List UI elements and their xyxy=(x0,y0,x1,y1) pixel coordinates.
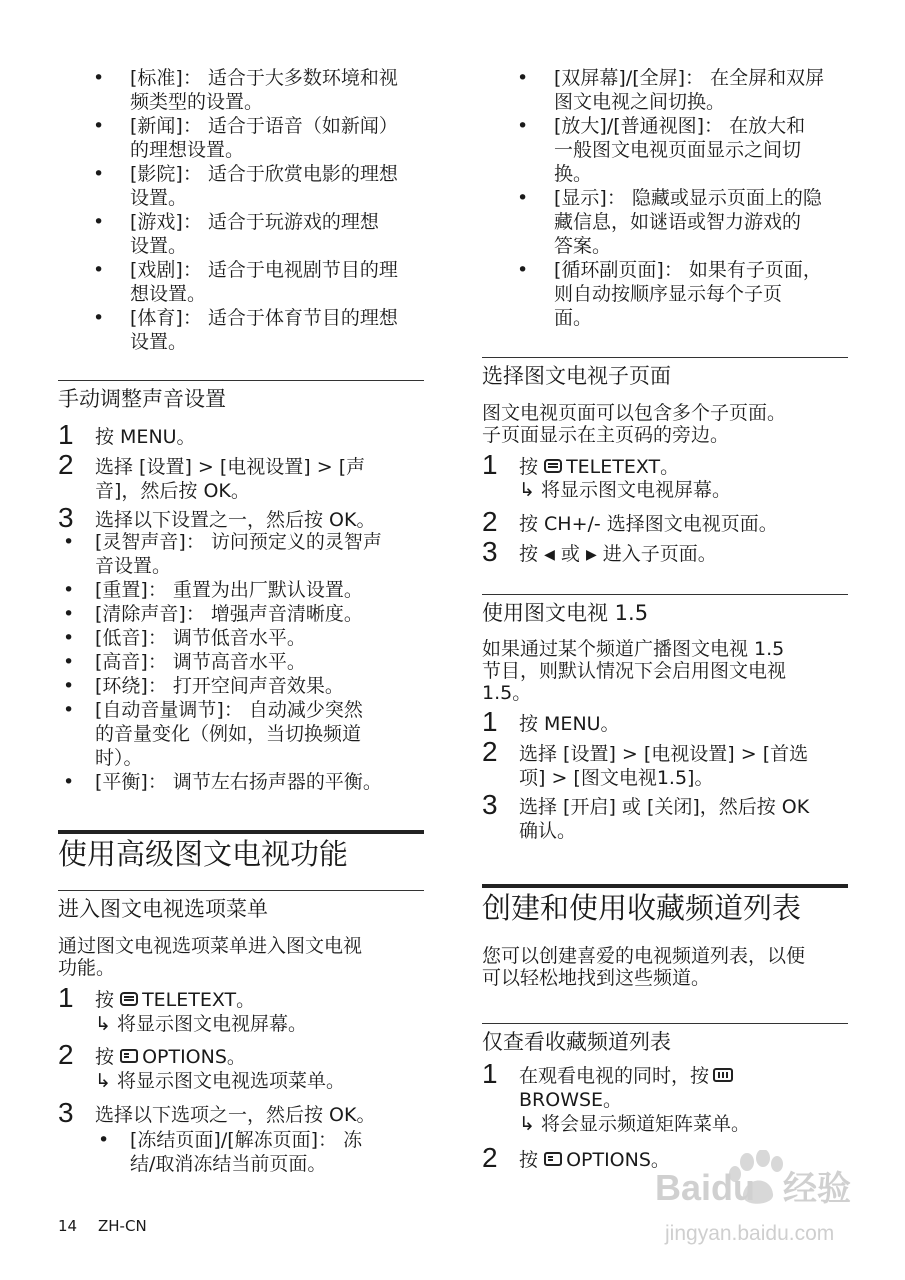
teletext-bullet-0: • [双屏幕]/[全屏]： 在全屏和双屏 图文电视之间切换。 xyxy=(517,67,825,113)
preset-bullet-2: • [影院]： 适合于欣赏电影的理想 设置。 xyxy=(93,163,398,209)
teletext-options-heading: 进入图文电视选项菜单 xyxy=(58,890,424,923)
teletext-options-intro: 通过图文电视选项菜单进入图文电视 功能。 xyxy=(58,935,363,979)
subpage-step-1-result: ↳ 将显示图文电视屏幕。 xyxy=(519,479,731,501)
watermark-brand-cn: 经验 xyxy=(783,1169,851,1209)
freeze-page-bullet: • [冻结页面]/[解冻页面]： 冻 结/取消冻结当前页面。 xyxy=(98,1129,363,1175)
preset-bullet-4: • [戏剧]： 适合于电视剧节目的理 想设置。 xyxy=(93,259,398,305)
result-arrow-icon: ↳ xyxy=(519,1113,535,1135)
options-step-1-result: ↳ 将显示图文电视屏幕。 xyxy=(95,1013,307,1035)
teletext-bullet-1: • [放大]/[普通视图]： 在放大和 一般图文电视页面显示之间切 换。 xyxy=(517,115,806,185)
sound-settings-heading: 手动调整声音设置 xyxy=(58,380,424,413)
advanced-teletext-heading: 使用高级图文电视功能 xyxy=(58,830,424,872)
options-icon xyxy=(120,1049,138,1063)
baidu-watermark xyxy=(655,1150,895,1270)
sound-bullet-1: • [重置]： 重置为出厂默认设置。 xyxy=(63,579,363,601)
favourite-only-heading: 仅查看收藏频道列表 xyxy=(482,1023,848,1056)
sound-bullet-2: • [清除声音]： 增强声音清晰度。 xyxy=(63,603,363,625)
preset-bullet-1: • [新闻]： 适合于语音（如新闻） 的理想设置。 xyxy=(93,115,398,161)
result-arrow-icon: ↳ xyxy=(519,479,535,501)
preset-bullet-0: • [标准]： 适合于大多数环境和视 频类型的设置。 xyxy=(93,67,398,113)
favourite-list-heading: 创建和使用收藏频道列表 xyxy=(482,884,848,926)
language-code: ZH-CN xyxy=(98,1217,147,1235)
page-number: 14 xyxy=(58,1217,78,1235)
result-arrow-icon: ↳ xyxy=(95,1013,111,1035)
sound-bullet-4: • [高音]： 调节高音水平。 xyxy=(63,651,306,673)
result-arrow-icon: ↳ xyxy=(95,1070,111,1092)
left-arrow-icon: ◀ xyxy=(544,547,555,563)
sound-bullet-6: • [自动音量调节]： 自动减少突然 的音量变化（例如，当切换频道 时）。 xyxy=(63,699,363,769)
favourite-list-intro: 您可以创建喜爱的电视频道列表，以便 可以轻松地找到这些频道。 xyxy=(482,945,806,989)
baidu-paw-logo xyxy=(655,1150,895,1270)
sound-bullet-5: • [环绕]： 打开空间声音效果。 xyxy=(63,675,344,697)
browse-icon xyxy=(713,1068,733,1082)
sound-bullet-7: • [平衡]： 调节左右扬声器的平衡。 xyxy=(63,771,382,793)
options-step-2-result: ↳ 将显示图文电视选项菜单。 xyxy=(95,1070,345,1092)
teletext-icon xyxy=(120,992,138,1006)
sound-bullet-3: • [低音]： 调节低音水平。 xyxy=(63,627,306,649)
favourite-step-1-result: ↳ 将会显示频道矩阵菜单。 xyxy=(519,1113,750,1135)
right-arrow-icon: ▶ xyxy=(585,547,597,563)
teletext-15-intro: 如果通过某个频道广播图文电视 1.5 节目，则默认情况下会启用图文电视 1.5。 xyxy=(482,638,787,704)
teletext-icon xyxy=(544,459,562,473)
teletext-bullet-3: • [循环副页面]： 如果有子页面， 则自动按顺序显示每个子页 面。 xyxy=(517,259,822,329)
watermark-url: jingyan.baidu.com xyxy=(665,1222,835,1245)
preset-bullet-5: • [体育]： 适合于体育节目的理想 设置。 xyxy=(93,307,398,353)
subpage-intro: 图文电视页面可以包含多个子页面。 子页面显示在主页码的旁边。 xyxy=(482,402,787,446)
options-icon xyxy=(544,1152,562,1166)
preset-bullet-3: • [游戏]： 适合于玩游戏的理想 设置。 xyxy=(93,211,379,257)
teletext-15-heading: 使用图文电视 1.5 xyxy=(482,594,848,627)
watermark-brand: Baidu xyxy=(655,1167,756,1208)
subpage-heading: 选择图文电视子页面 xyxy=(482,357,848,390)
sound-bullet-0: • [灵智声音]： 访问预定义的灵智声 音设置。 xyxy=(63,531,382,577)
teletext-bullet-2: • [显示]： 隐藏或显示页面上的隐 藏信息，如谜语或智力游戏的 答案。 xyxy=(517,187,822,257)
